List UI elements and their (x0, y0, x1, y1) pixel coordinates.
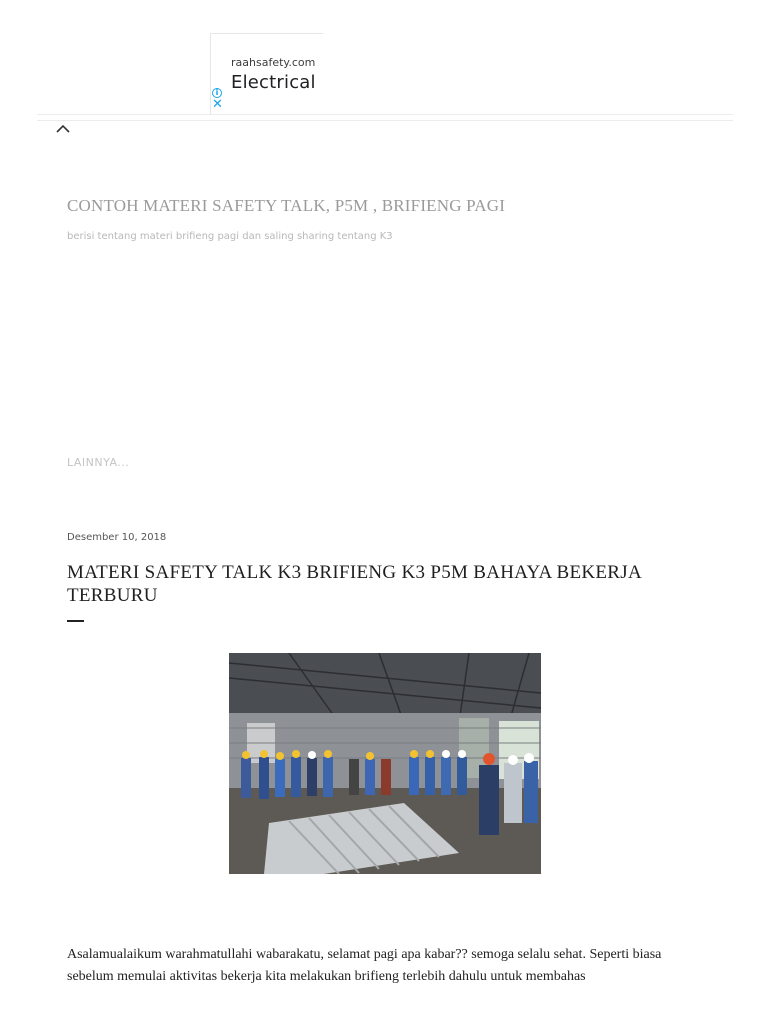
ad-domain[interactable]: raahsafety.com (231, 56, 316, 69)
blog-title[interactable]: CONTOH MATERI SAFETY TALK, P5M , BRIFIENG PAGI (67, 196, 506, 215)
ad-info-icon[interactable]: i (212, 88, 222, 98)
chevron-up-icon[interactable] (55, 121, 71, 137)
ad-headline[interactable]: Electrical (231, 72, 316, 93)
post-image[interactable] (229, 653, 541, 874)
post-body: Asalamualaikum warahmatullahi wabarakatu, selamat pagi apa kabar?? semoga selalu sehat. Seperti biasa sebelum memulai aktivitas bekerja kita melakukan brifieng terlebih dahulu untuk membahas (67, 947, 662, 984)
ad-banner[interactable] (210, 33, 323, 114)
safety-briefing-photo (229, 653, 541, 874)
divider (37, 114, 733, 115)
blog-description: berisi tentang materi brifieng pagi dan saling sharing tentang K3 (67, 231, 393, 242)
more-link[interactable]: LAINNYA... (67, 456, 130, 469)
title-divider (67, 620, 84, 622)
post-date[interactable]: Desember 10, 2018 (67, 532, 167, 543)
ad-close-icon[interactable]: ✕ (212, 97, 223, 112)
divider (37, 120, 733, 121)
post-title[interactable]: MATERI SAFETY TALK K3 BRIFIENG K3 P5M BAHAYA BEKERJA TERBURU (67, 562, 641, 606)
